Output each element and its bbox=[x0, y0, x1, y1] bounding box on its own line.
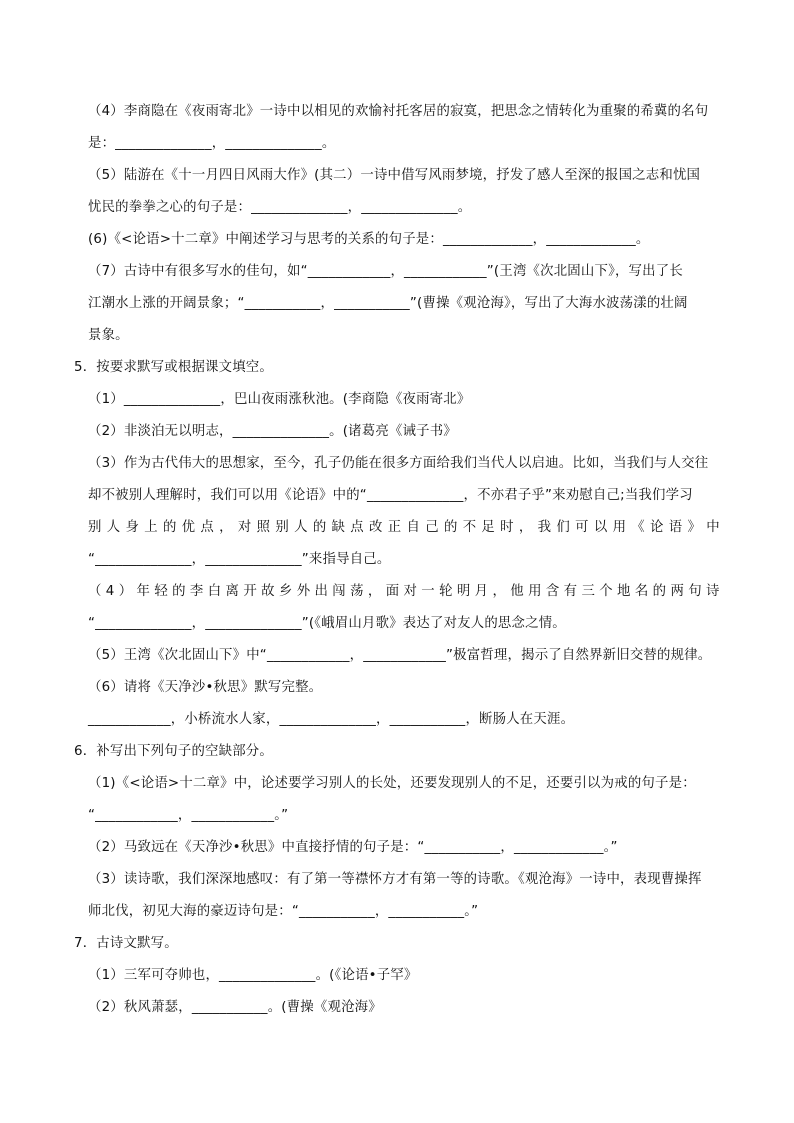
q5-sub6-answer: ____________，小桥流水人家，______________，___________，断肠人在天涯。 bbox=[88, 712, 575, 727]
q6-title: 6．补写出下列句子的空缺部分。 bbox=[74, 744, 273, 759]
q7-sub1: （1）三军可夺帅也，______________。(《论语•子罕》 bbox=[88, 968, 418, 983]
q4-sub4-line2: 是：______________，______________。 bbox=[88, 136, 336, 151]
q5-sub5: （5）王湾《次北固山下》中“____________，____________”极富哲理，揭示了自然界新旧交替的规律。 bbox=[88, 648, 712, 663]
q5-title: 5．按要求默写或根据课文填空。 bbox=[74, 360, 273, 375]
q5-sub3-line3: 别 人 身 上 的 优 点 ， 对 照 别 人 的 缺 点 改 正 自 己 的 不 足 时 ， 我 们 可 以 用 《 论 语 》 中 bbox=[88, 520, 720, 535]
q6-sub3-line2: 师北伐，初见大海的豪迈诗句是：“___________，___________。” bbox=[88, 904, 479, 919]
q4-sub5-line1: （5）陆游在《十一月四日风雨大作》(其二）一诗中借写风雨梦境，抒发了感人至深的报国之志和忧国 bbox=[88, 168, 701, 183]
q7-title: 7．古诗文默写。 bbox=[74, 936, 178, 951]
q5-sub2: （2）非淡泊无以明志，______________。(诸葛亮《诫子书》 bbox=[88, 424, 457, 439]
q6-sub3-line1: （3）读诗歌，我们深深地感叹：有了第一等襟怀方才有第一等的诗歌。《观沧海》一诗中，表现曹操挥 bbox=[88, 872, 702, 887]
q4-sub5-line2: 忧民的拳拳之心的句子是：______________，______________。 bbox=[88, 200, 472, 215]
q4-sub4-line1: （4）李商隐在《夜雨寄北》一诗中以相见的欢愉衬托客居的寂寞，把思念之情转化为重聚的希冀的名句 bbox=[88, 104, 709, 119]
q5-sub3-line1: （3）作为古代伟大的思想家，至今，孔子仍能在很多方面给我们当代人以启迪。比如，当我们与人交往 bbox=[88, 456, 709, 471]
q4-sub7-line1: （7）古诗中有很多写水的佳句，如“____________，____________”(王湾《次北固山下》，写出了长 bbox=[88, 264, 683, 279]
q4-sub6: (6)《<论语>十二章》中阐述学习与思考的关系的句子是：_____________，_____________。 bbox=[88, 232, 650, 247]
q6-sub2: （2）马致远在《天净沙•秋思》中直接抒情的句子是：“___________，_____________。” bbox=[88, 840, 618, 855]
q4-sub7-line2: 江潮水上涨的开阔景象；“___________，___________”(曹操《观沧海》，写出了大海水波荡漾的壮阔 bbox=[88, 296, 688, 311]
q5-sub3-line4: “______________，______________”来指导自己。 bbox=[88, 552, 391, 567]
q5-sub6: （6）请将《天净沙•秋思》默写完整。 bbox=[88, 680, 323, 695]
q5-sub4-line2: “______________，______________”(《峨眉山月歌》表达了对友人的思念之情。 bbox=[88, 616, 566, 631]
q7-sub2: （2）秋风萧瑟，___________。(曹操《观沧海》 bbox=[88, 1000, 382, 1015]
q6-sub1-line2: “____________，____________。” bbox=[88, 808, 289, 823]
q4-sub7-line3: 景象。 bbox=[88, 328, 129, 343]
q5-sub3-line2: 却不被别人理解时，我们可以用《论语》中的“______________，不亦君子乎”来劝慰自己;当我们学习 bbox=[88, 488, 693, 503]
q5-sub4-line1: （ 4 ） 年 轻 的 李 白 离 开 故 乡 外 出 闯 荡 ， 面 对 一 轮 明 月 ， 他 用 含 有 三 个 地 名 的 两 句 诗 bbox=[88, 584, 720, 599]
q6-sub1-line1: （1)《<论语>十二章》中，论述要学习别人的长处，还要发现别人的不足，还要引以为戒的句子是： bbox=[88, 776, 696, 791]
q5-sub1: （1）______________，巴山夜雨涨秋池。(李商隐《夜雨寄北》 bbox=[88, 392, 471, 407]
